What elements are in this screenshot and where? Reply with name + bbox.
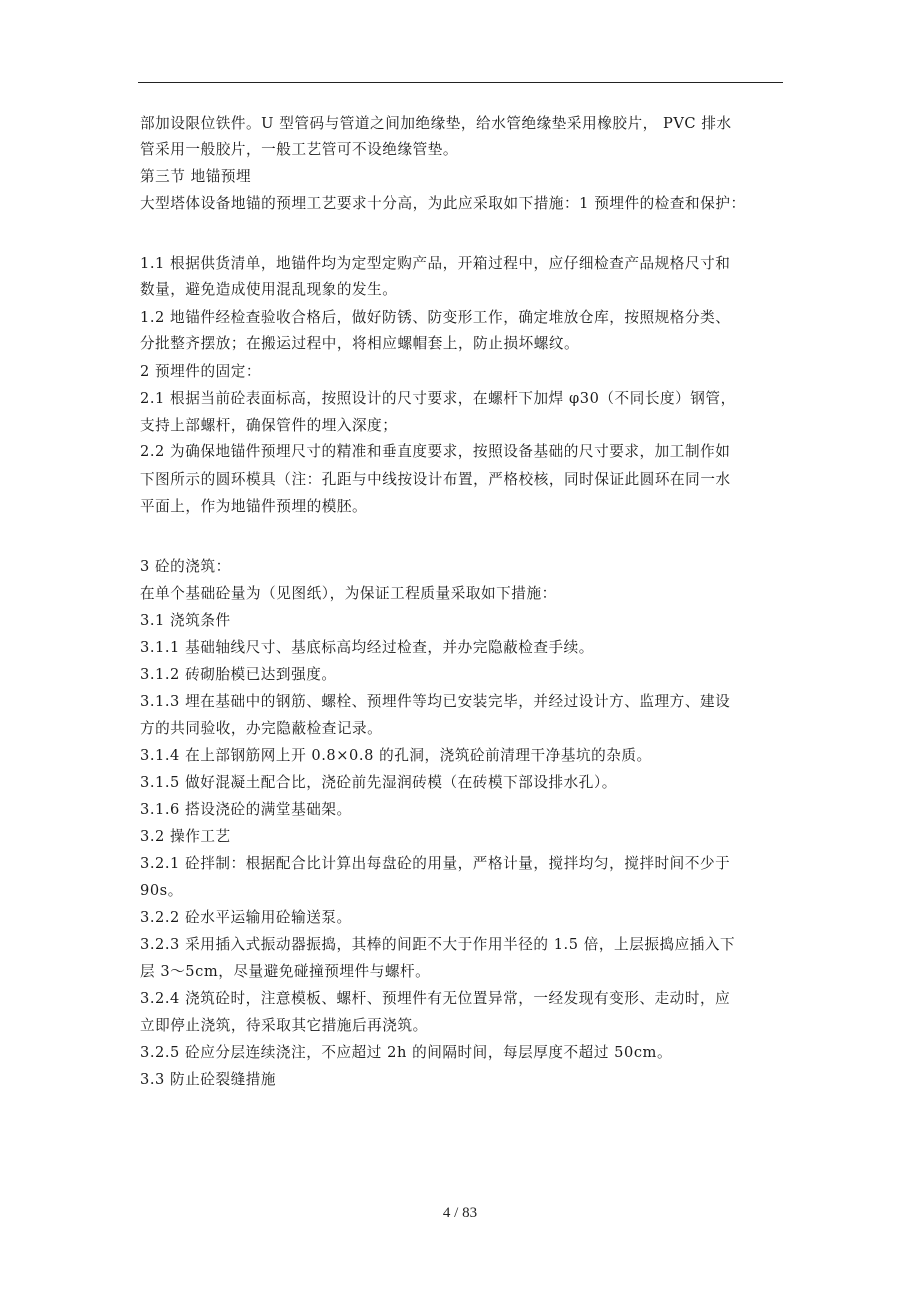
- page-number: 4 / 83: [442, 1205, 478, 1221]
- text-line: 在单个基础砼量为（见图纸），为保证工程质量采取如下措施：: [140, 585, 557, 602]
- text-line: 立即停止浇筑，待采取其它措施后再浇筑。: [140, 1017, 428, 1034]
- text-line: 3.3 防止砼裂缝措施: [140, 1071, 277, 1088]
- text-line: 大型塔体设备地锚的预埋工艺要求十分高，为此应采取如下措施：1 预埋件的检查和保护：: [140, 195, 746, 212]
- text-line: 分批整齐摆放；在搬运过程中，将相应螺帽套上，防止损坏螺纹。: [140, 335, 580, 352]
- text-line: 2.1 根据当前砼表面标高，按照设计的尺寸要求，在螺杆下加焊 φ30（不同长度）钢管，: [140, 390, 736, 407]
- text-line: 3.2.1 砼拌制：根据配合比计算出每盘砼的用量，严格计量，搅拌均匀，搅拌时间不少于: [140, 855, 731, 872]
- text-line: 3.1.5 做好混凝土配合比，浇砼前先湿润砖模（在砖模下部设排水孔）。: [140, 774, 617, 791]
- header-rule: [138, 82, 783, 83]
- text-line: 平面上，作为地锚件预埋的模胚。: [140, 498, 368, 515]
- text-line: 1.1 根据供货清单，地锚件均为定型定购产品，开箱过程中，应仔细检查产品规格尺寸和: [140, 255, 731, 272]
- text-line: 方的共同验收，办完隐蔽检查记录。: [140, 720, 383, 737]
- text-line: 下图所示的圆环模具（注：孔距与中线按设计布置，严格校核，同时保证此圆环在同一水: [140, 471, 731, 488]
- text-line: 3.2.5 砼应分层连续浇注，不应超过 2h 的间隔时间，每层厚度不超过 50cm。: [140, 1044, 673, 1061]
- text-line: 层 3～5cm，尽量避免碰撞预埋件与螺杆。: [140, 963, 431, 980]
- text-line: 数量，避免造成使用混乱现象的发生。: [140, 281, 398, 298]
- text-line: 1.2 地锚件经检查验收合格后，做好防锈、防变形工作，确定堆放仓库，按照规格分类、: [140, 309, 731, 326]
- text-line: 2.2 为确保地锚件预埋尺寸的精准和垂直度要求，按照设备基础的尺寸要求，加工制作如: [140, 443, 731, 460]
- text-line: 3.1.3 埋在基础中的钢筋、螺栓、预埋件等均已安装完毕，并经过设计方、监理方、建设: [140, 693, 731, 710]
- text-line: 3.2 操作工艺: [140, 828, 231, 845]
- text-line: 3.1.4 在上部钢筋网上开 0.8×0.8 的孔洞，浇筑砼前清理干净基坑的杂质。: [140, 747, 652, 764]
- text-line: 3.1.6 搭设浇砼的满堂基础架。: [140, 801, 352, 818]
- section-heading: 第三节 地锚预埋: [140, 168, 252, 185]
- text-line: 3.2.2 砼水平运输用砼输送泵。: [140, 909, 352, 926]
- text-line: 90s。: [140, 882, 183, 899]
- text-line: 3.1.2 砖砌胎模已达到强度。: [140, 666, 337, 683]
- text-line: 支持上部螺杆，确保管件的埋入深度；: [140, 417, 398, 434]
- text-line: 2 预埋件的固定：: [140, 363, 262, 380]
- text-line: 3 砼的浇筑：: [140, 558, 231, 575]
- text-line: 3.2.4 浇筑砼时，注意模板、螺杆、预埋件有无位置异常，一经发现有变形、走动时，应: [140, 990, 731, 1007]
- text-line: 管采用一般胶片，一般工艺管可不设绝缘管垫。: [140, 141, 459, 158]
- text-line: 3.2.3 采用插入式振动器振捣，其棒的间距不大于作用半径的 1.5 倍，上层振捣应插入下: [140, 936, 736, 953]
- text-line: 3.1 浇筑条件: [140, 612, 231, 629]
- text-line: 部加设限位铁件。U 型管码与管道之间加绝缘垫，给水管绝缘垫采用橡胶片， PVC 排水: [140, 115, 732, 132]
- text-line: 3.1.1 基础轴线尺寸、基底标高均经过检查，并办完隐蔽检查手续。: [140, 639, 594, 656]
